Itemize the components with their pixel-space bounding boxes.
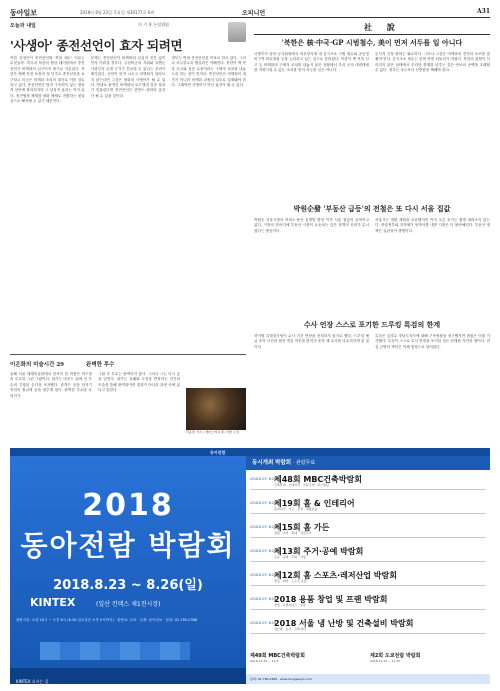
editorial-title[interactable]: 수사 언장 스스로 포기한 드루킹 특검의 한계	[303, 320, 441, 329]
section-title: 오피니언	[242, 10, 266, 17]
ad-event-list	[246, 456, 490, 684]
editorial-body	[254, 334, 490, 434]
editorial-mark: 社 說	[364, 22, 401, 32]
ad-contact: 문의: 02-780-0366 · www.dongaexpo.com	[246, 674, 490, 684]
list-item[interactable]: 2018.8.23~8.26 제19회 홈 & 인테리어 홈퍼니싱 · 가구 · 조명 · 생활용품	[250, 496, 486, 514]
art-column-title[interactable]: 완벽한 투수	[86, 362, 115, 368]
body-text: 올해 서울 세계미술관에서 선보인 한 작품은 야구장의 투수를 그린 그림이다. 화가는 마운드 위에 선 투수의 긴장된 순간을 포착했다. 관객은 공을 던지기 직전의 찰나에 숨을 멈추게 된다. 완벽한 투수란 무엇인가.	[10, 372, 92, 398]
editorial-body	[254, 218, 490, 314]
expo-advertisement[interactable]	[10, 448, 490, 684]
issue-date: 2018년 8월 23일 목요일 제30177호 6판	[80, 10, 155, 15]
column-label: 오늘과 내일	[10, 23, 36, 29]
masthead	[10, 6, 490, 18]
column-title[interactable]: '사생아' 종전선언이 효자 되려면	[10, 38, 183, 53]
art-column-body	[10, 372, 180, 442]
body-text: 박원순 서울시장의 여의도·용산 통개발 발언 이후 서울 집값이 들썩이고 있다. 시장의 한마디에 부동산 시장이 요동치는 것은 정책의 신뢰가 무너졌다는 방증이다.	[254, 218, 369, 233]
body-text: 허익범 특별검사팀이 수사 기간 연장을 신청하지 않기로 했다. 드루킹 댓글 조작 사건의 윗선 개입 여부를 밝히지 못한 채 수사를 마무리하게 된 것이다.	[254, 334, 369, 349]
body-text: 북한 김정은이 종전선언에 '목을 매는' 이유는 무엇일까. 미국과 북한의 협상 테이블에서 종전선언은 비핵화의 입구이자 출구로 거론된다. 북한은 체제 안전 보장의 첫 단추로 종전선언을 요구하고 미국은 비핵화 조치의 대가로 이를 검토하고 있다. 종전선언은 법적 구속력이 없는 정치적 선언에 불과하지만 그 상징적 효과는 작지 않다. 정전협정 체제를 평화 체제로 전환하는 첫걸음으로 해석될 수 있기 때문이다.	[10, 56, 85, 104]
body-text: 정부는 연내 종전선언을 목표로 하고 있다. 그러나 서두를수록 협상력은 약해진다. 북한이 핵 목록 신고와 검증 수용이라는 구체적 조치를 내놓도록 하는 것이 먼저다. 종전선언은 비핵화의 대가가 아니라 비핵화 과정의 일부로 설계돼야 한다. 그래야만 사생아가 아닌 효자가 될 수 있다.	[171, 56, 247, 88]
body-text: 특검은 김경수 경남도지사에 대해 구속영장을 청구했지만 법원은 이를 기각했다. 특검이 스스로 수사 연장을 포기한 것은 한계를 자인한 셈이다. 진실 규명의 책임은 이제 법정으로 넘어갔다.	[375, 334, 490, 349]
body-text: 그림 속 투수는 완벽하지 않다. 그러나 그는 다시 공을 던진다. 화가는 실패와 도전을 반복하는 인간의 모습을 통해 완벽함이란 결과가 아니라 과정 속에 있다고 말한다.	[98, 372, 180, 393]
author-photo	[228, 22, 246, 42]
ad-main-panel	[10, 456, 246, 684]
painting-caption: 작품명: 투수 / 캔버스에 유채 / 개인 소장	[186, 430, 240, 434]
list-item[interactable]: 2018.8.23~8.26 2018 서울 냉 난방 및 건축설비 박람회 냉난방 · 공조 · 건축설비	[250, 616, 486, 634]
list-item[interactable]: 2018.8.23~8.26 제13회 주거·공예 박람회 목공 · 공예 · 주방 · 리빙	[250, 544, 486, 562]
editorial-body	[254, 52, 490, 198]
ad-location-bar[interactable]: KINTEX 오시는 길	[10, 668, 246, 684]
editorial-section	[254, 22, 490, 442]
ad-info: 관람시간: 오전 10시 ~ 오후 6시 (8.26 일요일은 오후 5시까지) · 관람료: 무료 · 주최: 동아일보 · 문의: 02-780-0366	[16, 618, 198, 622]
brand-logo: 동아전람	[210, 450, 226, 455]
editorial-title[interactable]: '북한은 核·中국·GP 시범철수, 美이 먼저 서두를 일 아니다	[281, 38, 463, 47]
list-item[interactable]: 2018.8.23~8.26 제15회 홈 가든 정원 · 조경 · 원예 · 아웃도어	[250, 520, 486, 538]
body-text: 군사적 긴장 완화는 필요하다. 그러나 그것은 비핵화의 진전과 보조를 맞춰야 한다. 감시초소 철수는 한번 하면 되돌리기 어렵다. 북한의 위협이 사라지지 않은 상태에서 우리만 경계를 낮추는 것은 안보의 공백을 초래할 수 있다. 정부는 속도보다 신중함을 택해야 한다.	[375, 52, 490, 73]
puzzle-graphic	[40, 642, 190, 660]
byline: 이 기 홍 논설위원	[138, 22, 169, 27]
painting-image	[186, 388, 246, 430]
paper-name: 동아일보	[10, 8, 38, 17]
column-body	[10, 56, 246, 105]
ad-list-header: 동시개최 박람회 · 관람무료	[246, 456, 490, 470]
art-column-label: 이은화의 미술시간 29	[10, 362, 64, 368]
divider	[10, 354, 246, 355]
ad-venue: KINTEX	[30, 596, 76, 609]
body-text: 서울시는 개발 계획을 보류했지만 이미 오른 호가는 쉽게 내려오지 않는다. 중앙정부와 지자체가 엇박자를 내면 시장은 더 불안해진다. 부동산 정책은 일관성이 생명이다.	[375, 218, 490, 233]
list-item[interactable]: 2018.8.23~8.26 제48회 MBC건축박람회 건축자재 · 인테리어 · 전원주택 · 리모델링	[250, 472, 486, 490]
ad-venue-sub: (일산 킨텍스 제1전시장)	[96, 601, 161, 608]
divider	[254, 34, 490, 35]
body-text: 문제는 종전선언이 비핵화의 실질적 진전 없이 먼저 이뤄질 경우다. 주한미군의 지위와 유엔군사령부의 존재 근거가 흔들릴 수 있다는 우려가 제기된다. 선언이 먼저 나오고 비핵화가 뒤따르지 않는다면 그것은 평화의 사생아가 될 수 있다. 반대로 완전한 비핵화의 로드맵과 검증 장치가 맞물린다면 종전선언은 한반도 평화의 효자가 될 수 있을 것이다.	[90, 56, 166, 98]
opinion-column	[10, 22, 246, 352]
upcoming-event[interactable]: 제49회 MBC건축박람회 2018.11.29 ~ 12.2	[250, 653, 305, 663]
page-number: A31	[476, 8, 490, 15]
upcoming-event[interactable]: 제2회 도쿄전람 박람회 2018.11.22 ~ 11.25	[370, 653, 421, 663]
ad-year: 2018	[82, 488, 174, 523]
ad-dates: 2018.8.23 ~ 8.26(일)	[53, 578, 203, 593]
list-item[interactable]: 2018.8.23~8.26 제12회 홈 스포츠·레저산업 박람회 캠핑 · 레저 · 스포츠 용품	[250, 568, 486, 586]
ad-header-strip	[10, 448, 490, 456]
body-text: 국방부가 남북 군사회담에서 비무장지대 내 감시초소 시범 철수와 공동경비구역 비무장화 등을 논의하고 있는 것으로 알려졌다. 북한이 핵 목록 신고 등 비핵화의 구체적 조치를 내놓지 않은 상황에서 우리 군의 대비태세를 약화시킬 수 있는 조치를 먼저 서두를 일은 아니다.	[254, 52, 369, 73]
ad-expo-title: 동아전람 박람회	[20, 529, 236, 562]
list-item[interactable]: 2018.8.23~8.26 2018 용품 창업 및 프랜 박람회 창업 · 프랜차이즈 · 유통	[250, 592, 486, 610]
editorial-title[interactable]: 박원순發 '부동산 급등'의 전철은 또 다시 서울 집값	[293, 204, 451, 213]
